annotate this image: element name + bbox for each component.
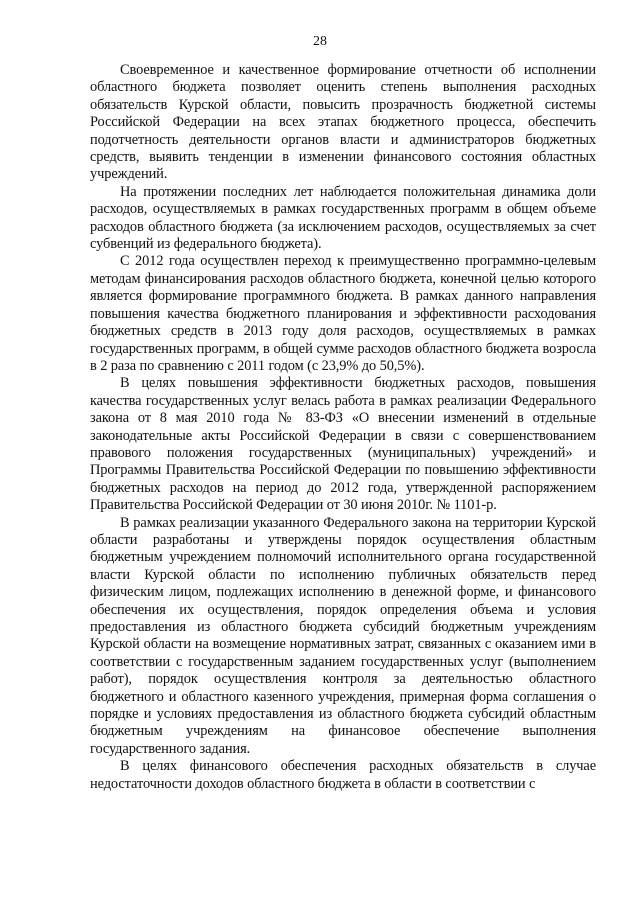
- paragraph-financial-support: В целях финансового обеспечения расходных обязательств в случае недостаточности доходов областного бюджета в области в соответствии с: [90, 758, 596, 792]
- paragraph-program-budget: С 2012 года осуществлен переход к преимущественно программно-целевым методам финансирования расходов областного бюджета, конечной целью которого является формирование программного бюджета. В рамках данного направления повышения качества бюджетного планирования и эффективности расходования бюджетных средств в 2013 году доля расходов, осуществляемых в рамках государственных программ, в общей сумме расходов областного бюджета возросла в 2 раза по сравнению с 2011 годом (с 23,9% до 50,5%).: [90, 253, 596, 374]
- paragraph-reporting: Своевременное и качественное формирование отчетности об исполнении областного бюджета позволяет оценить степень выполнения расходных обязательств Курской области, повысить прозрачность бюджетной системы Российской Федерации на всех этапах бюджетного процесса, обеспечить подотчетность деятельности органов власти и администраторов бюджетных средств, выявить тенденции в изменении финансового состояния областных учреждений.: [90, 62, 596, 183]
- paragraph-efficiency: В целях повышения эффективности бюджетных расходов, повышения качества государственных услуг велась работа в рамках реализации Федерального закона от 8 мая 2010 года № 83-ФЗ «О внесении изменений в отдельные законодательные акты Российской Федерации в связи с совершенствованием правового положения государственных (муниципальных) учреждений» и Программы Правительства Российской Федерации по повышению эффективности бюджетных расходов на период до 2012 года, утвержденной распоряжением Правительства Российской Федерации от 30 июня 2010г. № 1101-р.: [90, 375, 596, 514]
- document-body: [90, 62, 596, 793]
- page-number: 28: [313, 34, 327, 49]
- paragraph-federal-law: В рамках реализации указанного Федерального закона на территории Курской области разработаны и утверждены порядок осуществления областным бюджетным учреждением полномочий исполнительного органа государственной власти Курской области по исполнению публичных обязательств перед физическим лицом, подлежащих исполнению в денежной форме, и финансового обеспечения их осуществления, порядок определения объема и условия предоставления из областного бюджета субсидий бюджетным учреждениям Курской области на возмещение нормативных затрат, связанных с оказанием ими в соответствии с государственным заданием государственных услуг (выполнением работ), порядок осуществления контроля за деятельностью областного бюджетного и областного казенного учреждения, примерная форма соглашения о порядке и условиях предоставления из областного бюджета субсидий областным бюджетным учреждениям на финансовое обеспечение выполнения государственного задания.: [90, 514, 596, 757]
- paragraph-dynamics: На протяжении последних лет наблюдается положительная динамика доли расходов, осуществляемых в рамках государственных программ в общем объеме расходов областного бюджета (за исключением расходов, осуществляемых за счет субвенций из федерального бюджета).: [90, 183, 596, 253]
